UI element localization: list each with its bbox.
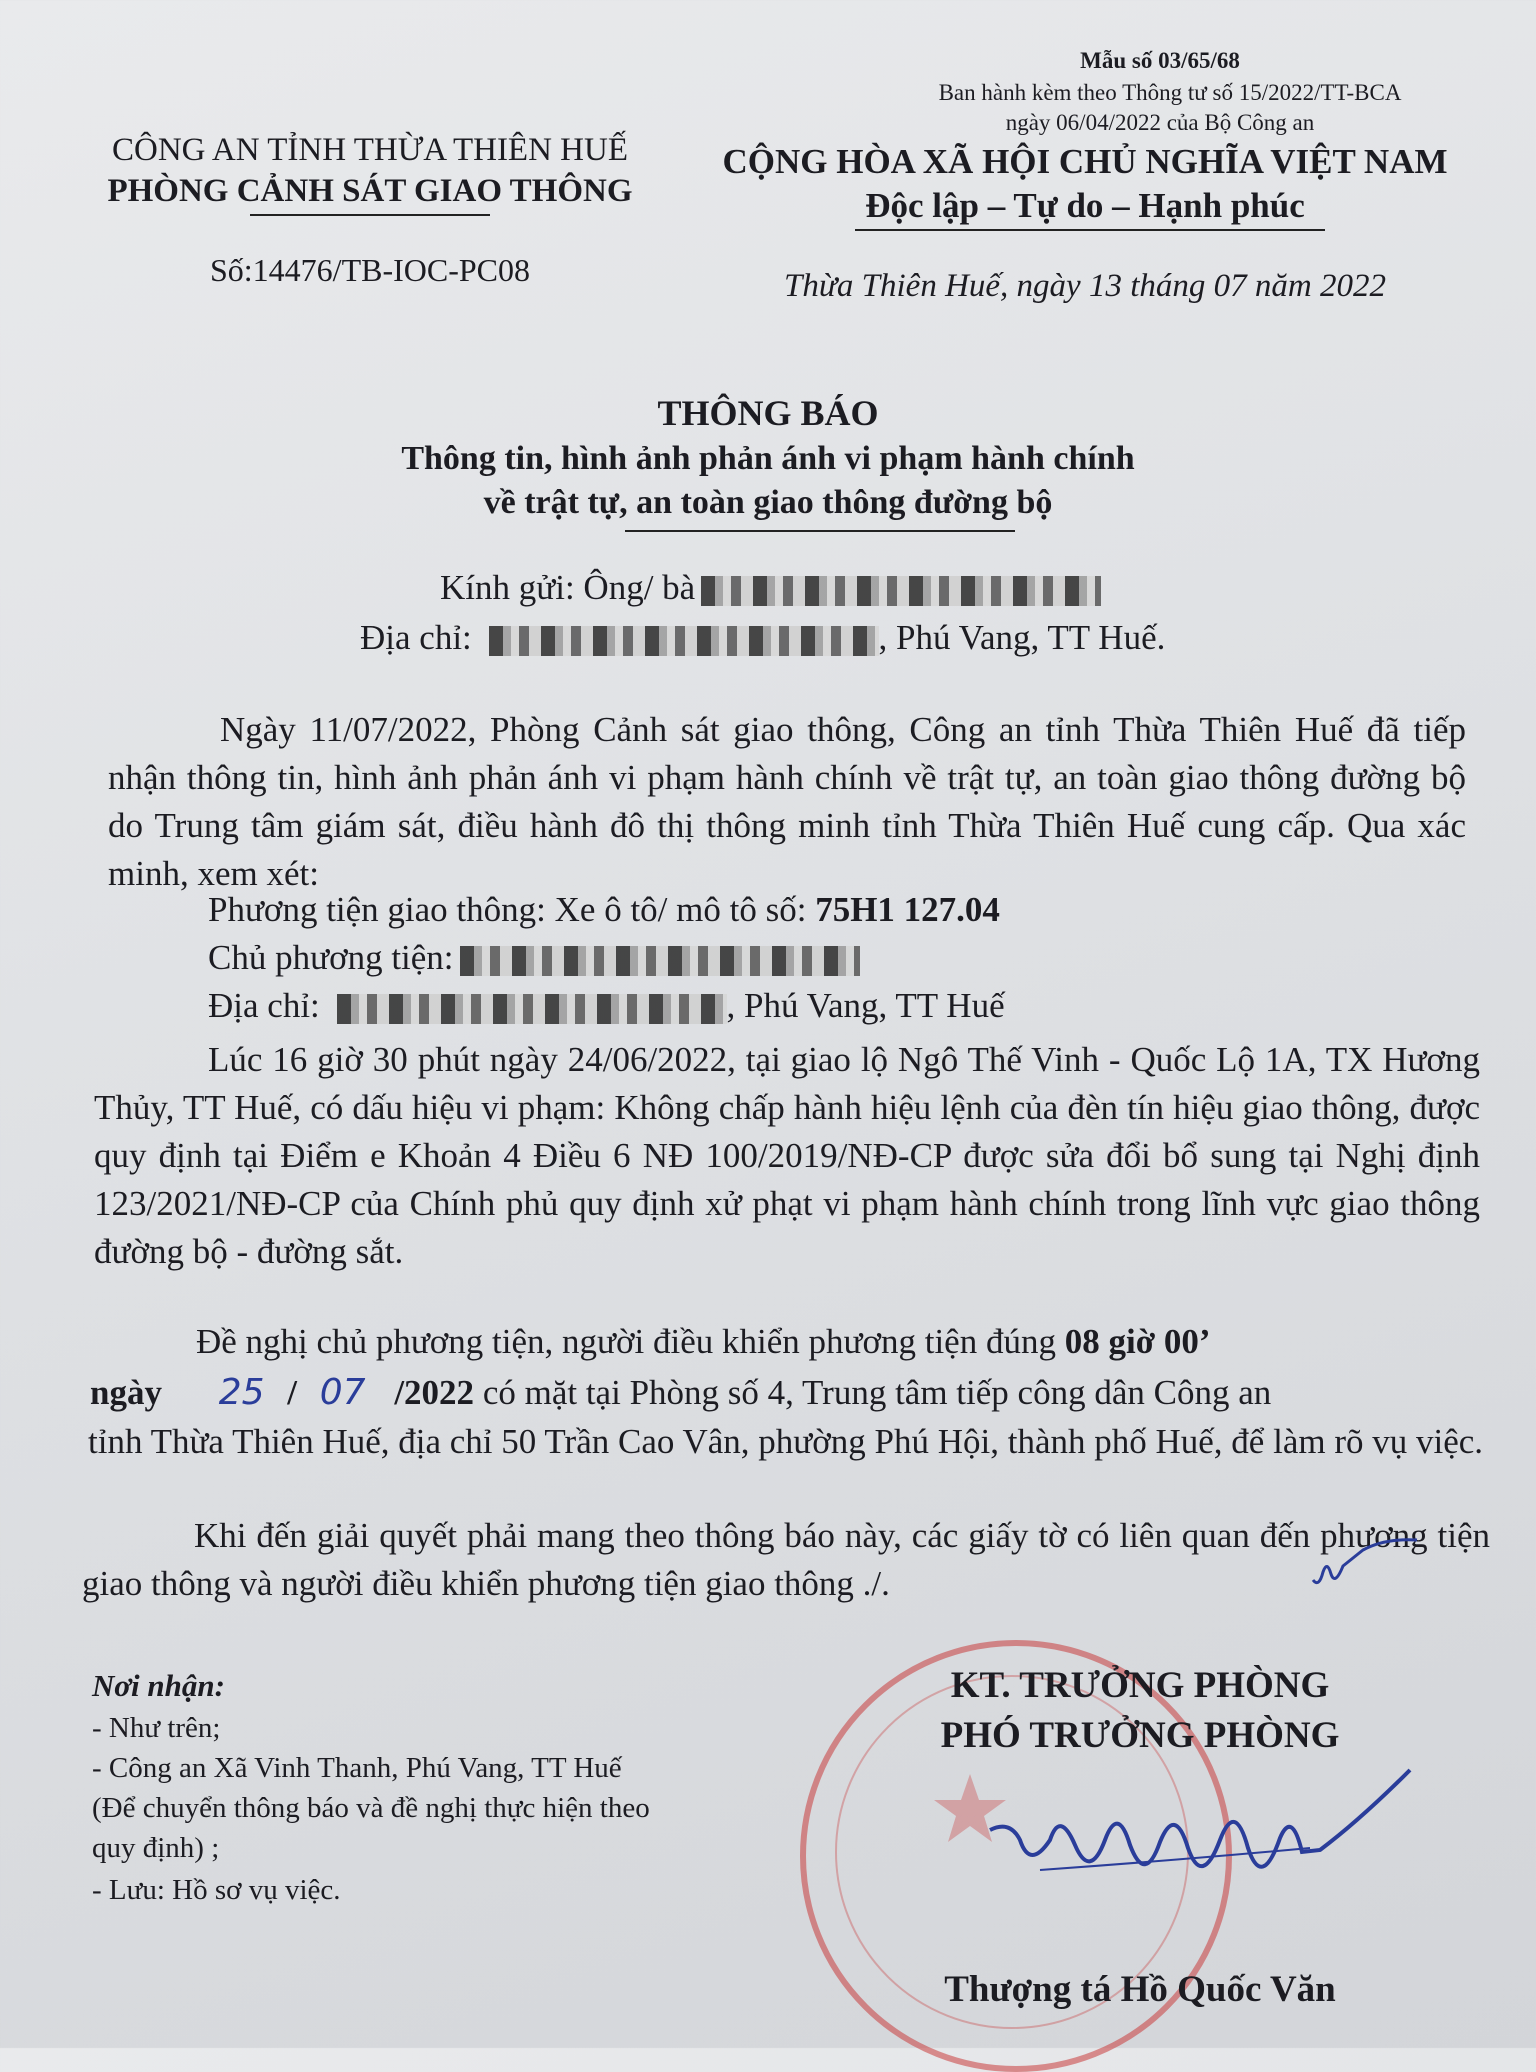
address-suffix: , Phú Vang, TT Huế. — [878, 618, 1166, 657]
request-time: 08 giờ 00’ — [1064, 1322, 1211, 1361]
paragraph-bring-docs: Khi đến giải quyết phải mang theo thông báo này, các giấy tờ có liên quan đến phương tiện giao thông và người điều khiển phương tiện giao thông ./. — [82, 1516, 1490, 1603]
signature-title-2: PHÓ TRƯỞNG PHÒNG — [940, 1715, 1340, 1756]
agency-name: CÔNG AN TỈNH THỪA THIÊN HUẾ — [111, 132, 628, 168]
nation-motto: Độc lập – Tự do – Hạnh phúc — [865, 186, 1305, 225]
signature-title-1: KT. TRƯỞNG PHÒNG — [950, 1665, 1330, 1706]
date-separator-1: / — [287, 1373, 298, 1412]
request-line-1 — [196, 1322, 1210, 1362]
notice-subtitle-2: về trật tự, an toàn giao thông đường bộ — [483, 484, 1053, 521]
owner-address-label: Địa chỉ: — [208, 986, 320, 1025]
owner-address-suffix: , Phú Vang, TT Huế — [726, 986, 1005, 1025]
motto-underline — [855, 229, 1325, 231]
signature-scribble — [980, 1760, 1420, 1920]
paragraph-received: Ngày 11/07/2022, Phòng Cảnh sát giao thông, Công an tỉnh Thừa Thiên Huế đã tiếp nhận thông tin, hình ảnh phản ánh vi phạm hành chính về trật tự, an toàn giao thông đường bộ do Trung tâm giám sát, điều hành đô thị thông minh tỉnh Thừa Thiên Huế cung cấp. Qua xác minh, xem xét: — [108, 710, 1466, 893]
handwritten-mark-icon — [1305, 1530, 1425, 1600]
agency-department: PHÒNG CẢNH SÁT GIAO THÔNG — [107, 173, 633, 209]
place-date: Thừa Thiên Huế, ngày 13 tháng 07 năm 2022 — [784, 268, 1386, 304]
recipient-item: - Công an Xã Vinh Thanh, Phú Vang, TT Huế — [92, 1752, 622, 1784]
owner-address-line — [208, 986, 1005, 1026]
request-start: Đề nghị chủ phương tiện, người điều khiển phương tiện đúng — [196, 1322, 1065, 1361]
recipients-title: Nơi nhận: — [92, 1668, 225, 1703]
vehicle-label: Phương tiện giao thông: Xe ô tô/ mô tô số: — [208, 890, 816, 929]
redacted-address — [489, 626, 879, 656]
recipient-item: - Như trên; — [92, 1712, 221, 1744]
form-number: Mẫu số 03/65/68 — [1080, 48, 1240, 73]
form-issued-with: Ban hành kèm theo Thông tư số 15/2022/TT-BCA — [938, 80, 1402, 105]
handwritten-day: 25 — [218, 1372, 265, 1413]
request-year: /2022 — [394, 1373, 475, 1412]
nation-name: CỘNG HÒA XÃ HỘI CHỦ NGHĨA VIỆT NAM — [722, 142, 1448, 181]
owner-label: Chủ phương tiện: — [208, 938, 454, 977]
redacted-owner — [460, 946, 860, 976]
vehicle-line — [208, 890, 1000, 930]
agency-underline — [250, 214, 490, 216]
recipient-line — [440, 568, 1101, 608]
recipient-address-line — [360, 618, 1165, 658]
title-underline — [625, 530, 1015, 532]
notice-subtitle-1: Thông tin, hình ảnh phản ánh vi phạm hành chính — [401, 440, 1135, 477]
vehicle-plate: 75H1 127.04 — [815, 890, 1000, 929]
handwritten-month: 07 — [319, 1372, 366, 1413]
owner-line — [208, 938, 860, 978]
redacted-owner-address — [337, 994, 727, 1024]
request-line-2 — [90, 1372, 1271, 1413]
request-rest: tỉnh Thừa Thiên Huế, địa chỉ 50 Trần Cao Vân, phường Phú Hội, thành phố Huế, để làm rõ vụ việc. — [88, 1422, 1484, 1461]
notice-title: THÔNG BÁO — [657, 393, 879, 433]
recipient-item: - Lưu: Hồ sơ vụ việc. — [92, 1874, 341, 1906]
request-location: có mặt tại Phòng số 4, Trung tâm tiếp công dân Công an — [474, 1373, 1272, 1412]
recipient-item: quy định) ; — [92, 1832, 220, 1864]
salutation: Kính gửi: Ông/ bà — [440, 568, 696, 607]
redacted-name — [701, 576, 1101, 606]
form-issued-date: ngày 06/04/2022 của Bộ Công an — [1005, 110, 1315, 135]
document-number: Số:14476/TB-IOC-PC08 — [209, 252, 531, 288]
signer-name: Thượng tá Hồ Quốc Văn — [944, 1969, 1336, 2010]
recipient-item: (Để chuyển thông báo và đề nghị thực hiện theo — [92, 1792, 650, 1824]
request-ngay: ngày — [90, 1373, 162, 1412]
paragraph-violation: Lúc 16 giờ 30 phút ngày 24/06/2022, tại giao lộ Ngô Thế Vinh - Quốc Lộ 1A, TX Hương Thủy, TT Huế, có dấu hiệu vi phạm: Không chấp hành hiệu lệnh của đèn tín hiệu giao thông, được quy định tại Điểm e Khoản 4 Điều 6 NĐ 100/2019/NĐ-CP được sửa đổi bổ sung tại Nghị định 123/2021/NĐ-CP của Chính phủ quy định xử phạt vi phạm hành chính trong lĩnh vực giao thông đường bộ - đường sắt. — [94, 1040, 1480, 1271]
address-label: Địa chỉ: — [360, 618, 472, 657]
